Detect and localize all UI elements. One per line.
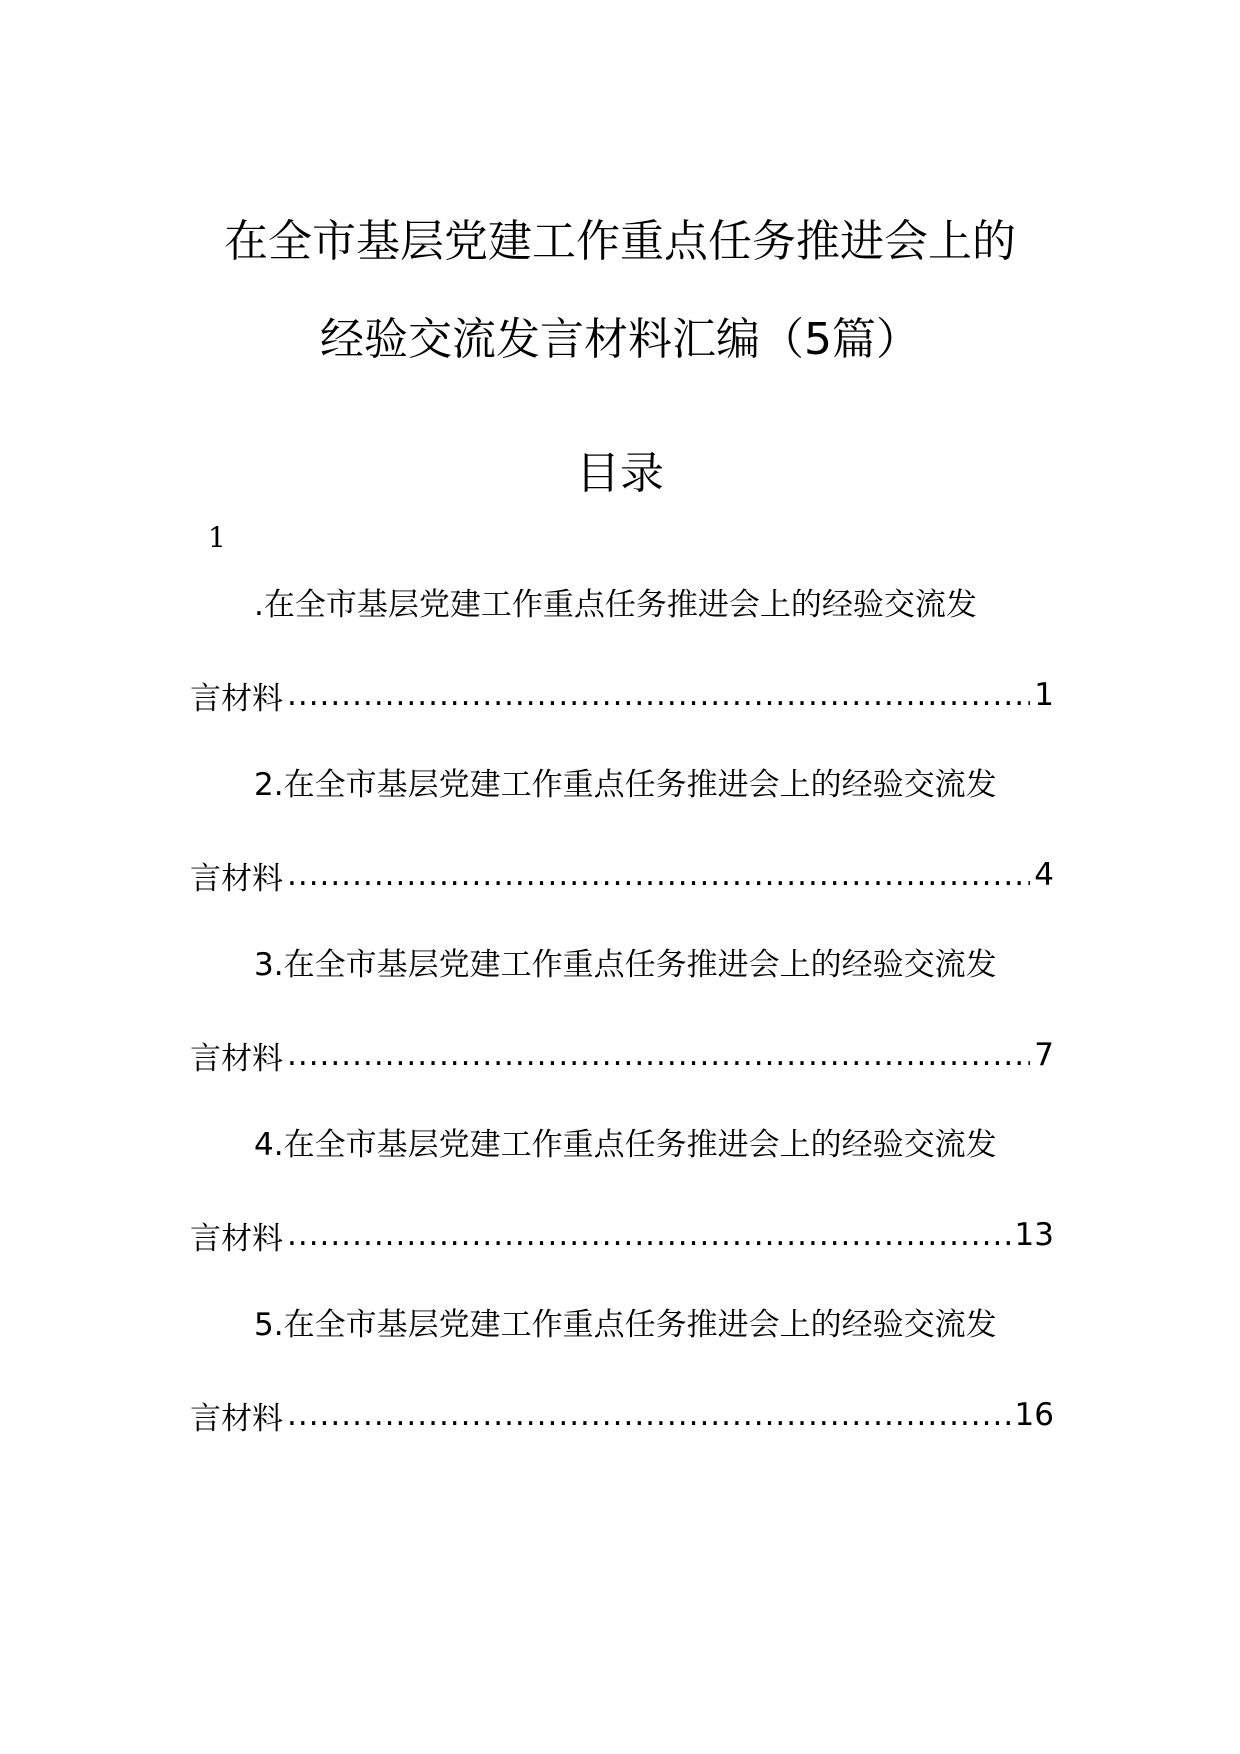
toc-entry-title-tail: 言材料: [190, 1400, 283, 1437]
toc-page-number: 4: [1034, 857, 1054, 893]
toc-page-number: 7: [1034, 1037, 1054, 1073]
toc-entry-2[interactable]: [190, 740, 1054, 920]
dot-leader: [287, 1217, 1011, 1253]
toc-entry-continuation: [190, 1370, 1054, 1460]
toc-entry-title-tail: 言材料: [190, 860, 283, 897]
toc-entry-title: 2.在全市基层党建工作重点任务推进会上的经验交流发: [254, 767, 997, 803]
toc-entry-title: 4.在全市基层党建工作重点任务推进会上的经验交流发: [254, 1127, 997, 1163]
dot-leader: [287, 857, 1030, 893]
document-title-line-1: 在全市基层党建工作重点任务推进会上的: [224, 216, 1016, 267]
dot-leader: [287, 1037, 1030, 1073]
dot-leader: [287, 677, 1030, 713]
toc-entry-continuation: [190, 650, 1054, 740]
toc-entry-title-tail: 言材料: [190, 1220, 283, 1257]
document-title-line-2: 经验交流发言材料汇编（5篇）: [320, 314, 920, 365]
toc-page-number: 13: [1014, 1217, 1054, 1253]
toc-entry-continuation: [190, 1190, 1054, 1280]
toc-entry-1[interactable]: [190, 560, 1054, 740]
toc-entry-5[interactable]: [190, 1280, 1054, 1460]
toc-entry-continuation: [190, 830, 1054, 920]
toc-entry-4[interactable]: [190, 1100, 1054, 1280]
toc-entry-3[interactable]: [190, 920, 1054, 1100]
dot-leader: [287, 1397, 1011, 1433]
toc-entry-title: .在全市基层党建工作重点任务推进会上的经验交流发: [254, 587, 977, 623]
toc-page-number: 16: [1014, 1397, 1054, 1433]
stray-number: 1: [208, 521, 226, 554]
toc-entry-title-tail: 言材料: [190, 1040, 283, 1077]
toc-entry-title: 5.在全市基层党建工作重点任务推进会上的经验交流发: [254, 1307, 997, 1343]
toc-page-number: 1: [1034, 677, 1054, 713]
toc-entry-title: 3.在全市基层党建工作重点任务推进会上的经验交流发: [254, 947, 997, 983]
toc-entry-title-tail: 言材料: [190, 680, 283, 717]
toc-heading: 目录: [576, 448, 664, 499]
toc-entry-continuation: [190, 1010, 1054, 1100]
table-of-contents: [190, 560, 1054, 1460]
